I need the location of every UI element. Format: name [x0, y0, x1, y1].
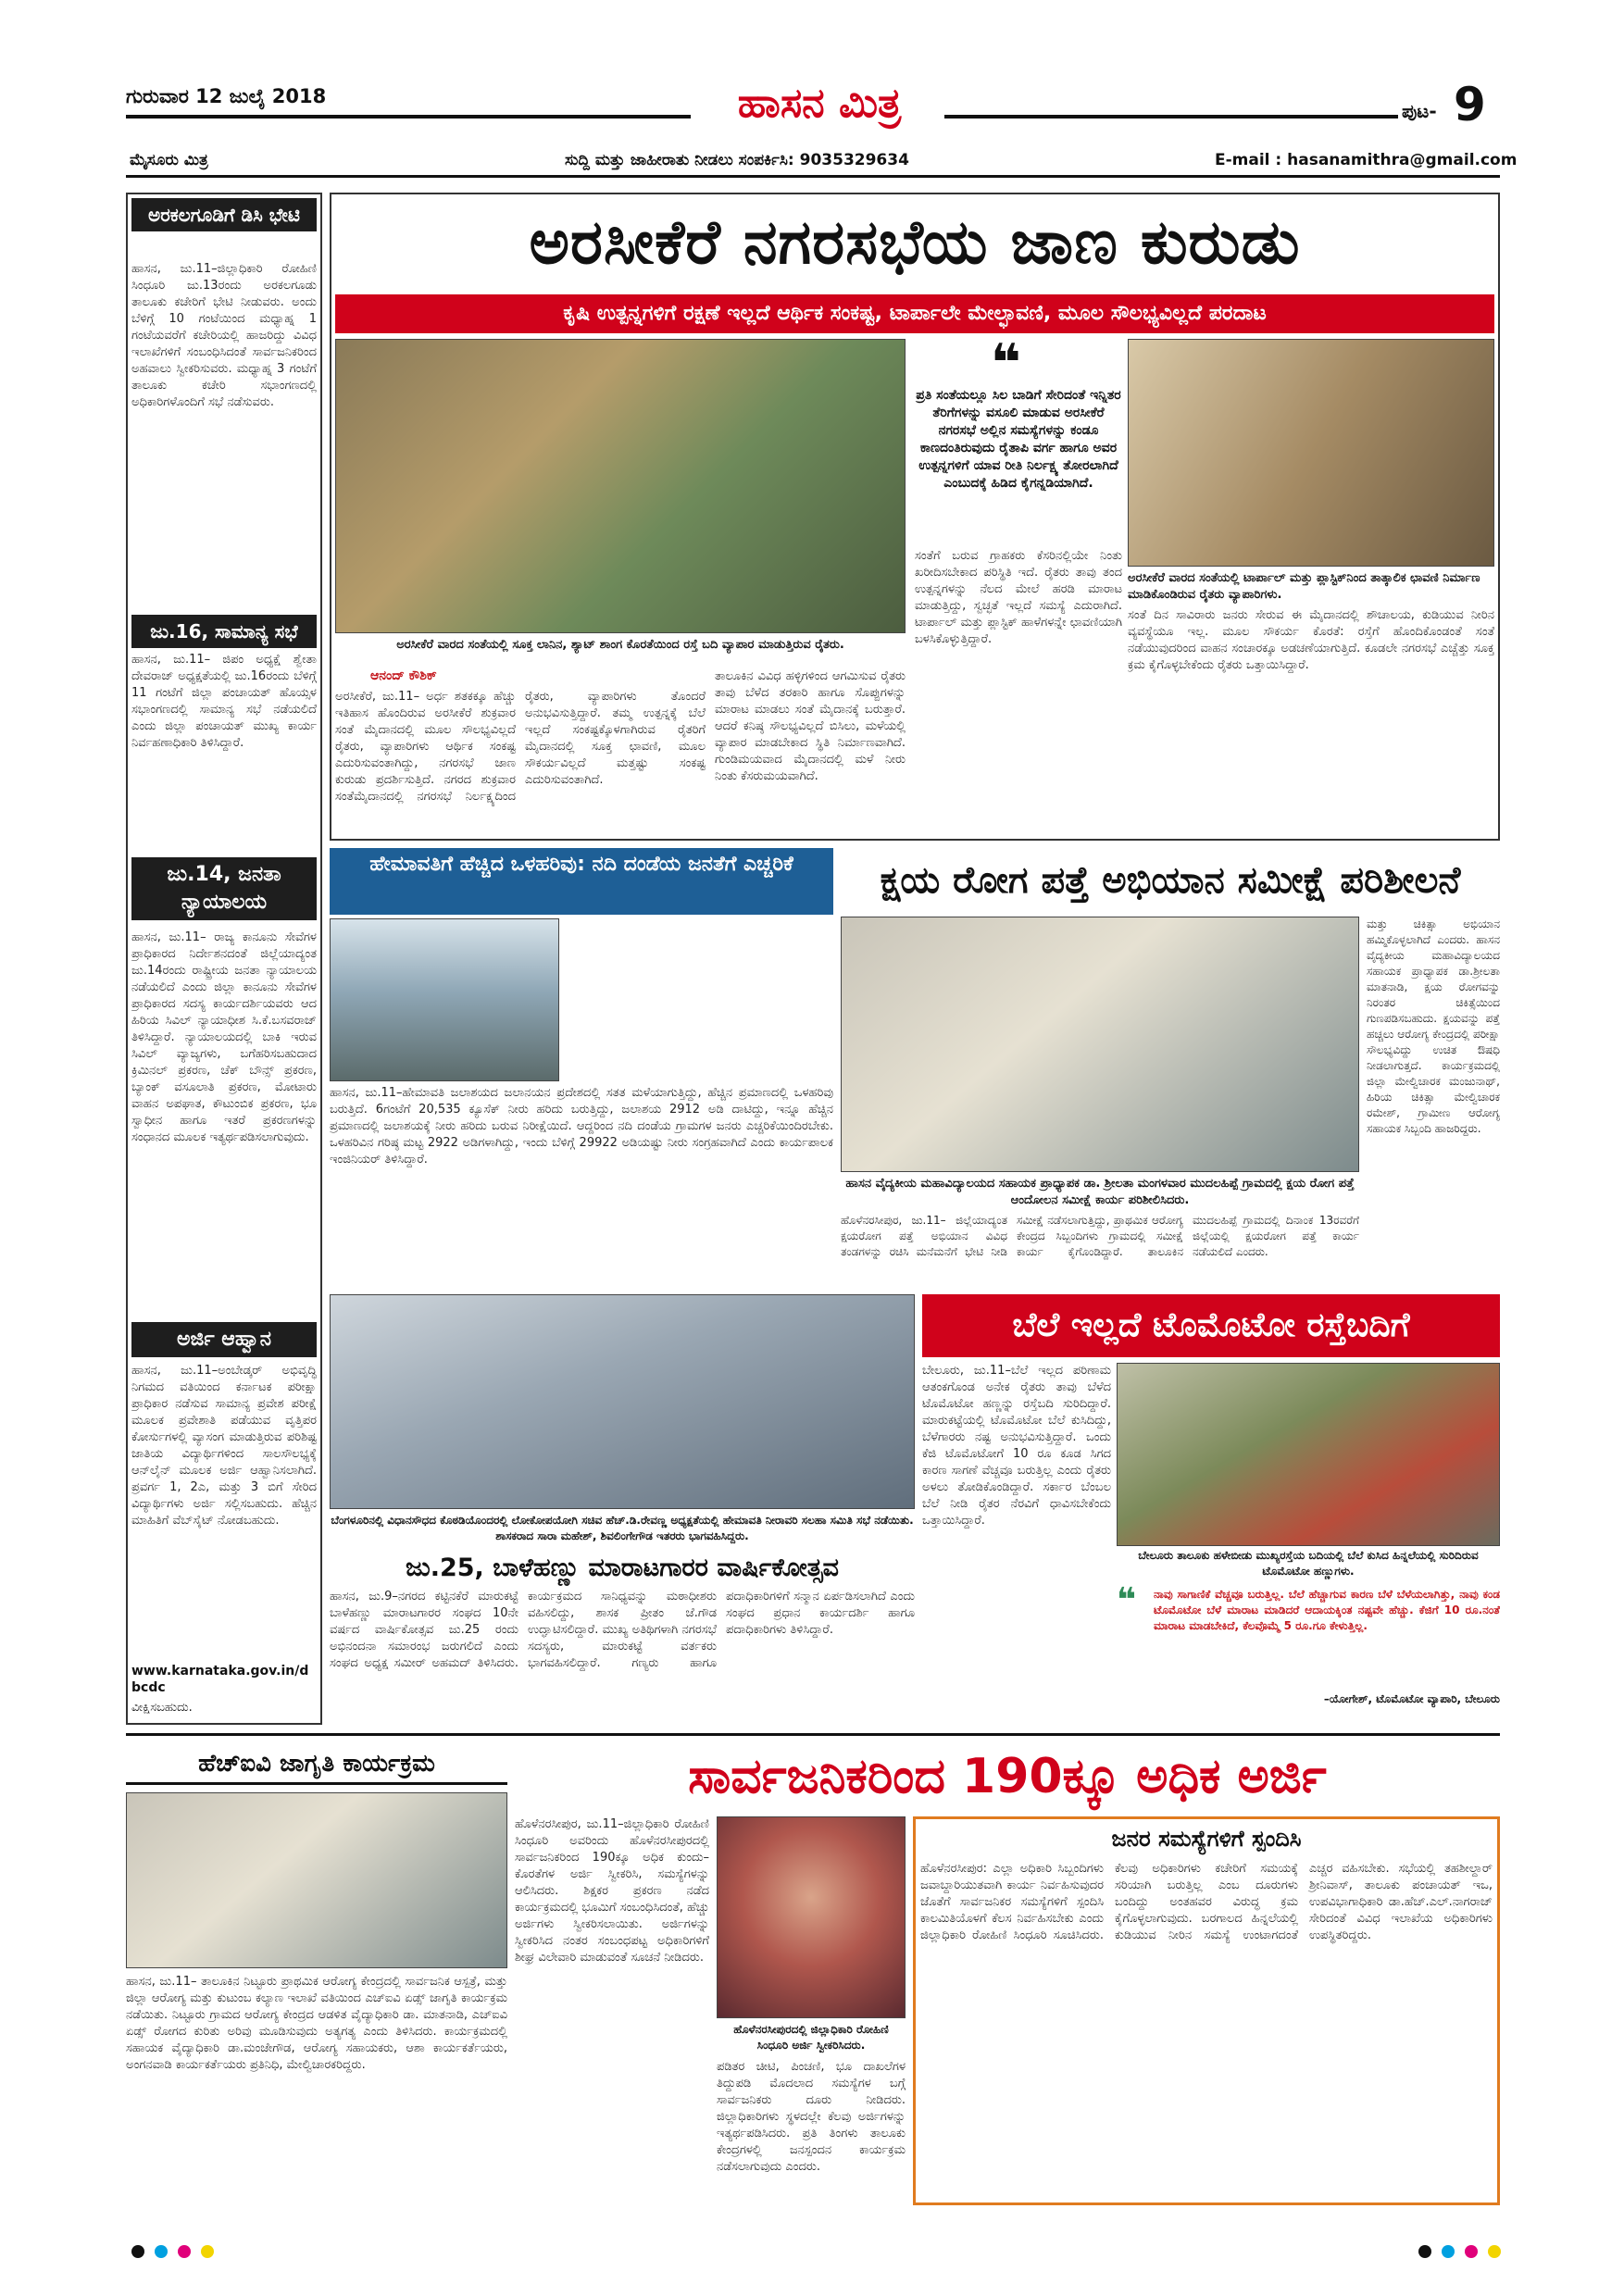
lead-byline: ಆನಂದ್ ಕೌಶಿಕ್ [370, 668, 437, 683]
lead-body2: ತಾಲೂಕಿನ ವಿವಿಧ ಹಳ್ಳಿಗಳಿಂದ ಆಗಮಿಸುವ ರೈತರು ತಾವು ಬೆಳೆದ ತರಕಾರಿ ಹಾಗೂ ಸೊಪ್ಪುಗಳನ್ನು ಮಾರಾಟ ಮಾಡಲು ಸಂತೆ ಮೈದಾನಕ್ಕೆ ಬರುತ್ತಾರೆ. ಆದರೆ ಕನಿಷ್ಠ ಸೌಲಭ್ಯವಿಲ್ಲದೆ ಬಿಸಿಲು, ಮಳೆಯಲ್ಲಿ ವ್ಯಾಪಾರ ಮಾಡಬೇಕಾದ ಸ್ಥಿತಿ ನಿರ್ಮಾಣವಾಗಿದೆ. ಗುಂಡಿಮಯವಾದ ಮೈದಾನದಲ್ಲಿ ಮಳೆ ನೀರು ನಿಂತು ಕೆಸರುಮಯವಾಗಿದೆ. [715, 669, 906, 783]
masthead-rule-right [944, 115, 1398, 119]
masthead-date: ಗುರುವಾರ 12 ಜುಲೈ 2018 [126, 85, 327, 107]
registration-dots-right [1418, 2244, 1502, 2261]
story2-title: ಜು.16, ಸಾಮಾನ್ಯ ಸಭೆ [131, 615, 317, 648]
lead-quote: ಪ್ರತಿ ಸಂತೆಯಲ್ಲೂ ಸಿಲ ಬಾಡಿಗೆ ಸೇರಿದಂತೆ ಇನ್ನಿತರ ತೆರಿಗೆಗಳನ್ನು ವಸೂಲಿ ಮಾಡುವ ಅರಸೀಕೆರೆ ನಗರಸಭೆ ಅಲ್ಲಿನ ಸಮಸ್ಯೆಗಳನ್ನು ಕಂಡೂ ಕಾಣದಂತಿರುವುದು ರೈತಾಪಿ ವರ್ಗ ಹಾಗೂ ಅವರ ಉತ್ಪನ್ನಗಳಿಗೆ ಯಾವ ರೀತಿ ನಿರ್ಲಕ್ಷ್ಯ ತೋರಲಾಗಿದೆ ಎಂಬುದಕ್ಕೆ ಹಿಡಿದ ಕೈಗನ್ನಡಿಯಾಗಿದೆ. [916, 388, 1121, 491]
hiv-photo [126, 1792, 507, 1968]
story1-body: ಹಾಸನ, ಜು.11–ಜಿಲ್ಲಾಧಿಕಾರಿ ರೋಹಿಣಿ ಸಿಂಧೂರಿ ಜು.13ರಂದು ಅರಕಲಗೂಡು ತಾಲೂಕು ಕಚೇರಿಗೆ ಭೇಟಿ ನೀಡುವರು. ಅಂದು ಬೆಳಿಗ್ಗೆ 10 ಗಂಟೆಯಿಂದ ಮಧ್ಯಾಹ್ನ 1 ಗಂಟೆಯವರೆಗೆ ಕಚೇರಿಯಲ್ಲಿ ಹಾಜರಿದ್ದು ವಿವಿಧ ಇಲಾಖೆಗಳಿಗೆ ಸಂಬಂಧಿಸಿದಂತೆ ಸಾರ್ವಜನಿಕರಿಂದ ಅಹವಾಲು ಸ್ವೀಕರಿಸುವರು. ಮಧ್ಯಾಹ್ನ 3 ಗಂಟೆಗೆ ತಾಲೂಕು ಕಚೇರಿ ಸಭಾಂಗಣದಲ್ಲಿ ಅಧಿಕಾರಿಗಳೊಂದಿಗೆ ಸಭೆ ನಡೆಸುವರು. [131, 262, 317, 409]
story4-website[interactable]: www.karnataka.gov.in/dbcdc [131, 1664, 309, 1695]
lead-body3: ಸಂತೆಗೆ ಬರುವ ಗ್ರಾಹಕರು ಕೆಸರಿನಲ್ಲಿಯೇ ನಿಂತು ಖರೀದಿಸಬೇಕಾದ ಪರಿಸ್ಥಿತಿ ಇದೆ. ರೈತರು ತಾವು ತಂದ ಉತ್ಪನ್ನಗಳನ್ನು ನೆಲದ ಮೇಲೆ ಹರಡಿ ಮಾರಾಟ ಮಾಡುತ್ತಿದ್ದು, ಸ್ವಚ್ಛತೆ ಇಲ್ಲದೆ ಸಮಸ್ಯೆ ಎದುರಾಗಿದೆ. ಟಾರ್ಪಾಲ್ ಮತ್ತು ಪ್ಲಾಸ್ಟಿಕ್ ಹಾಳೆಗಳನ್ನೇ ಛಾವಣಿಯಾಗಿ ಬಳಸಿಕೊಳ್ಳುತ್ತಿದ್ದಾರೆ. [915, 549, 1122, 646]
tomato-body: ಬೇಲೂರು, ಜು.11–ಬೆಲೆ ಇಲ್ಲದ ಪರಿಣಾಮ ಆತಂಕಗೊಂಡ ಅನೇಕ ರೈತರು ತಾವು ಬೆಳೆದ ಟೊಮೊಟೋ ಹಣ್ಣನ್ನು ರಸ್ತೆಬದಿ ಸುರಿದಿದ್ದಾರೆ. ಮಾರುಕಟ್ಟೆಯಲ್ಲಿ ಟೊಮೊಟೋ ಬೆಲೆ ಕುಸಿದಿದ್ದು, ಬೆಳೆಗಾರರು ನಷ್ಟ ಅನುಭವಿಸುತ್ತಿದ್ದಾರೆ. ಒಂದು ಕೆಜಿ ಟೊಮೊಟೋಗೆ 10 ರೂ ಕೂಡ ಸಿಗದ ಕಾರಣ ಸಾಗಣೆ ವೆಚ್ಚವೂ ಬರುತ್ತಿಲ್ಲ ಎಂದು ರೈತರು ಅಳಲು ತೋಡಿಕೊಂಡಿದ್ದಾರೆ. ಸರ್ಕಾರ ಬೆಂಬಲ ಬೆಲೆ ನೀಡಿ ರೈತರ ನೆರವಿಗೆ ಧಾವಿಸಬೇಕೆಂದು ಒತ್ತಾಯಿಸಿದ್ದಾರೆ. [922, 1364, 1111, 1528]
tomato-quote-author: –ಯೋಗೇಶ್, ಟೊಮೊಟೋ ವ್ಯಾಪಾರಿ, ಬೇಲೂರು [1323, 1692, 1500, 1705]
page-label: ಪುಟ- [1402, 100, 1437, 122]
meeting-photo-caption: ಬೆಂಗಳೂರಿನಲ್ಲಿ ವಿಧಾನಸೌಧದ ಕೊಠಡಿಯೊಂದರಲ್ಲಿ ಲೋಕೋಪಯೋಗಿ ಸಚಿವ ಹೆಚ್.ಡಿ.ರೇವಣ್ಣ ಅಧ್ಯಕ್ಷತೆಯಲ್ಲಿ ಹೇಮಾವತಿ ನೀರಾವರಿ ಸಲಹಾ ಸಮಿತಿ ಸಭೆ ನಡೆಯಿತು. ಶಾಸಕರಾದ ಸಾರಾ ಮಹೇಶ್, ಶಿವಲಿಂಗೇಗೌಡ ಇತರರು ಭಾಗವಹಿಸಿದ್ದರು. [331, 1514, 914, 1542]
public-body-left: ಹೊಳೆನರಸೀಪುರ, ಜು.11–ಜಿಲ್ಲಾಧಿಕಾರಿ ರೋಹಿಣಿ ಸಿಂಧೂರಿ ಅವರಿಂದು ಹೊಳೆನರಸೀಪುರದಲ್ಲಿ ಸಾರ್ವಜನಿಕರಿಂದ 190ಕ್ಕೂ ಅಧಿಕ ಕುಂದು–ಕೊರತೆಗಳ ಅರ್ಜಿ ಸ್ವೀಕರಿಸಿ, ಸಮಸ್ಯೆಗಳನ್ನು ಆಲಿಸಿದರು. ಶಿಕ್ಷಕರ ಪ್ರಕರಣ ನಡೆದ ಕಾರ್ಯಕ್ರಮದಲ್ಲಿ ಭೂಮಿಗೆ ಸಂಬಂಧಿಸಿದಂತೆ, ಹೆಚ್ಚು ಅರ್ಜಿಗಳು ಸ್ವೀಕರಿಸಲಾಯಿತು. ಅರ್ಜಿಗಳನ್ನು ಸ್ವೀಕರಿಸಿದ ನಂತರ ಸಂಬಂಧಪಟ್ಟ ಅಧಿಕಾರಿಗಳಿಗೆ ಶೀಘ್ರ ವಿಲೇವಾರಿ ಮಾಡುವಂತೆ ಸೂಚನೆ ನೀಡಿದರು. [515, 1817, 709, 1965]
registration-dots-left [131, 2244, 215, 2261]
story4-title: ಅರ್ಜಿ ಆಹ್ವಾನ [131, 1322, 317, 1357]
story3-title: ಜು.14, ಜನತಾ ನ್ಯಾಯಾಲಯ [131, 857, 317, 920]
story1-title: ಅರಕಲಗೂಡಿಗೆ ಡಿಸಿ ಭೇಟಿ [131, 198, 317, 231]
page-number: 9 [1454, 78, 1486, 131]
hemavathi-photo-dam [330, 918, 559, 1081]
hiv-headline: ಹೆಚ್‌ಐವಿ ಜಾಗೃತಿ ಕಾರ್ಯಕ್ರಮ [126, 1742, 507, 1785]
lead-headline: ಅರಸೀಕೆರೆ ನಗರಸಭೆಯ ಜಾಣ ಕುರುಡು [529, 206, 1301, 278]
tb-headline: ಕ್ಷಯ ರೋಗ ಪತ್ತೆ ಅಭಿಯಾನ ಸಮೀಕ್ಷೆ ಪರಿಶೀಲನೆ [880, 859, 1461, 902]
tomato-photo-caption: ಬೇಲೂರು ತಾಲೂಕು ಹಳೇಬೀಡು ಮುಖ್ಯರಸ್ತೆಯ ಬದಿಯಲ್ಲಿ ಬೆಲೆ ಕುಸಿದ ಹಿನ್ನಲೆಯಲ್ಲಿ ಸುರಿದಿರುವ ಟೊಮೊಟೋ ಹಣ್ಣುಗಳು. [1138, 1549, 1479, 1578]
lead-body4: ಸಂತೆ ದಿನ ಸಾವಿರಾರು ಜನರು ಸೇರುವ ಈ ಮೈದಾನದಲ್ಲಿ ಶೌಚಾಲಯ, ಕುಡಿಯುವ ನೀರಿನ ವ್ಯವಸ್ಥೆಯೂ ಇಲ್ಲ. ಮೂಲ ಸೌಕರ್ಯ ಕೊರತೆ: ರಸ್ತೆಗೆ ಹೊಂದಿಕೊಂಡಂತೆ ಸಂತೆ ನಡೆಯುವುದರಿಂದ ವಾಹನ ಸಂಚಾರಕ್ಕೂ ಅಡಚಣೆಯಾಗುತ್ತಿದೆ. ಕೂಡಲೇ ನಗರಸಭೆ ಎಚ್ಚೆತ್ತು ಸೂಕ್ತ ಕ್ರಮ ಕೈಗೊಳ್ಳಬೇಕೆಂದು ರೈತರು ಒತ್ತಾಯಿಸಿದ್ದಾರೆ. [1128, 608, 1494, 672]
tomato-photo-roadside [1117, 1363, 1500, 1546]
tomato-headline: ಬೆಲೆ ಇಲ್ಲದೆ ಟೊಮೊಟೋ ರಸ್ತೆಬದಿಗೆ [922, 1294, 1500, 1357]
lead-quote-mark: ❝ [991, 333, 1021, 393]
public-headline: ಸಾರ್ವಜನಿಕರಿಂದ 190ಕ್ಕೂ ಅಧಿಕ ಅರ್ಜಿ [688, 1749, 1327, 1804]
lead-body1: ಅರಸೀಕೆರೆ, ಜು.11– ಅರ್ಧ ಶತಕಕ್ಕೂ ಹೆಚ್ಚು ಇತಿಹಾಸ ಹೊಂದಿರುವ ಅರಸೀಕೆರೆ ಶುಕ್ರವಾರ ಸಂತೆ ಮೈದಾನದಲ್ಲಿ ಮೂಲ ಸೌಲಭ್ಯವಿಲ್ಲದೆ ರೈತರು, ವ್ಯಾಪಾರಿಗಳು ಆರ್ಥಿಕ ಸಂಕಷ್ಟ ಎದುರಿಸುವಂತಾಗಿದ್ದು, ನಗರಸಭೆ ಜಾಣ ಕುರುಡು ಪ್ರದರ್ಶಿಸುತ್ತಿದೆ. ನಗರದ ಶುಕ್ರವಾರ ಸಂತೆಮೈದಾನದಲ್ಲಿ ನಗರಸಭೆ ನಿರ್ಲಕ್ಷ್ಯದಿಂದ ರೈತರು, ವ್ಯಾಪಾರಿಗಳು ತೊಂದರೆ ಅನುಭವಿಸುತ್ತಿದ್ದಾರೆ. ತಮ್ಮ ಉತ್ಪನ್ನಕ್ಕೆ ಬೆಲೆ ಇಲ್ಲದೆ ಸಂಕಷ್ಟಕ್ಕೊಳಗಾಗಿರುವ ರೈತರಿಗೆ ಮೈದಾನದಲ್ಲಿ ಸೂಕ್ತ ಛಾವಣಿ, ಮೂಲ ಸೌಕರ್ಯವಿಲ್ಲದೆ ಮತ್ತಷ್ಟು ಸಂಕಷ್ಟ ಎದುರಿಸುವಂತಾಗಿದೆ. [335, 690, 706, 804]
tomato-quote-mark: ❝ [1117, 1581, 1137, 1619]
section-tag: ಮೈಸೂರು ಮಿತ್ರ [130, 151, 208, 169]
lead-subhead: ಕೃಷಿ ಉತ್ಪನ್ನಗಳಿಗೆ ರಕ್ಷಣೆ ಇಲ್ಲದೆ ಆರ್ಥಿಕ ಸಂಕಷ್ಟ, ಟಾರ್ಪಾಲೇ ಮೇಲ್ಛಾವಣಿ, ಮೂಲ ಸೌಲಭ್ಯವಿಲ್ಲದೆ ಪರದಾಟ [335, 294, 1494, 333]
lead-photo-tarpaulin [1128, 339, 1494, 567]
lead-photo2-caption: ಅರಸೀಕೆರೆ ವಾರದ ಸಂತೆಯಲ್ಲಿ ಟಾರ್ಪಾಲ್ ಮತ್ತು ಪ್ಲಾಸ್ಟಿಕ್‌ನಿಂದ ತಾತ್ಕಾಲಿಕ ಛಾವಣಿ ನಿರ್ಮಾಣ ಮಾಡಿಕೊಂಡಿರುವ ರೈತರು ವ್ಯಾಪಾರಿಗಳು. [1128, 571, 1480, 602]
public-box-body: ಹೊಳೆನರಸೀಪುರ: ಎಲ್ಲಾ ಅಧಿಕಾರಿ ಸಿಬ್ಬಂದಿಗಳು ಜವಾಬ್ದಾರಿಯುತವಾಗಿ ಕಾರ್ಯ ನಿರ್ವಹಿಸುವುದರ ಜೊತೆಗೆ ಸಾರ್ವಜನಿಕರ ಸಮಸ್ಯೆಗಳಿಗೆ ಸ್ಪಂದಿಸಿ ಕಾಲಮಿತಿಯೊಳಗೆ ಕೆಲಸ ನಿರ್ವಹಿಸಬೇಕು ಎಂದು ಜಿಲ್ಲಾಧಿಕಾರಿ ರೋಹಿಣಿ ಸಿಂಧೂರಿ ಸೂಚಿಸಿದರು. ಕೆಲವು ಅಧಿಕಾರಿಗಳು ಕಚೇರಿಗೆ ಸಮಯಕ್ಕೆ ಸರಿಯಾಗಿ ಬರುತ್ತಿಲ್ಲ ಎಂಬ ದೂರುಗಳು ಬಂದಿದ್ದು ಅಂತಹವರ ವಿರುದ್ಧ ಕ್ರಮ ಕೈಗೊಳ್ಳಲಾಗುವುದು. ಬರಗಾಲದ ಹಿನ್ನಲೆಯಲ್ಲಿ ಕುಡಿಯುವ ನೀರಿನ ಸಮಸ್ಯೆ ಉಂಟಾಗದಂತೆ ಎಚ್ಚರ ವಹಿಸಬೇಕು. ಸಭೆಯಲ್ಲಿ ತಹಶೀಲ್ದಾರ್ ಶ್ರೀನಿವಾಸ್, ತಾಲೂಕು ಪಂಚಾಯತ್ ಇಒ, ಉಪವಿಭಾಗಾಧಿಕಾರಿ ಡಾ.ಹೆಚ್.ಎಲ್.ನಾಗರಾಜ್ ಸೇರಿದಂತೆ ವಿವಿಧ ಇಲಾಖೆಯ ಅಧಿಕಾರಿಗಳು ಉಪಸ್ಥಿತರಿದ್ದರು. [920, 1862, 1493, 1942]
tb-body-side: ಮತ್ತು ಚಿಕಿತ್ಸಾ ಅಭಿಯಾನ ಹಮ್ಮಿಕೊಳ್ಳಲಾಗಿದೆ ಎಂದರು. ಹಾಸನ ವೈದ್ಯಕೀಯ ಮಹಾವಿದ್ಯಾಲಯದ ಸಹಾಯಕ ಪ್ರಾಧ್ಯಾಪಕ ಡಾ.ಶ್ರೀಲತಾ ಮಾತನಾಡಿ, ಕ್ಷಯ ರೋಗವನ್ನು ನಿರಂತರ ಚಿಕಿತ್ಸೆಯಿಂದ ಗುಣಪಡಿಸಬಹುದು. ಕ್ಷಯವನ್ನು ಪತ್ತೆ ಹಚ್ಚಲು ಆರೋಗ್ಯ ಕೇಂದ್ರದಲ್ಲಿ ಪರೀಕ್ಷಾ ಸೌಲಭ್ಯವಿದ್ದು ಉಚಿತ ಔಷಧಿ ನೀಡಲಾಗುತ್ತದೆ. ಕಾರ್ಯಕ್ರಮದಲ್ಲಿ ಜಿಲ್ಲಾ ಮೇಲ್ವಿಚಾರಕ ಮಂಜುನಾಥ್, ಹಿರಿಯ ಚಿಕಿತ್ಸಾ ಮೇಲ್ವಿಚಾರಕ ರಮೇಶ್, ಗ್ರಾಮೀಣ ಆರೋಗ್ಯ ಸಹಾಯಕ ಸಿಬ್ಬಂದಿ ಹಾಜರಿದ್ದರು. [1367, 917, 1500, 1135]
public-box-title: ಜನರ ಸಮಸ್ಯೆಗಳಿಗೆ ಸ್ಪಂದಿಸಿ [1111, 1826, 1302, 1852]
masthead-rule-left [126, 115, 691, 119]
story2-body: ಹಾಸನ, ಜು.11– ಜಿಪಂ ಅಧ್ಯಕ್ಷೆ ಶ್ವೇತಾ ದೇವರಾಜ್ ಅಧ್ಯಕ್ಷತೆಯಲ್ಲಿ ಜು.16ರಂದು ಬೆಳಿಗ್ಗೆ 11 ಗಂಟೆಗೆ ಜಿಲ್ಲಾ ಪಂಚಾಯತ್ ಹೊಯ್ಸಳ ಸಭಾಂಗಣದಲ್ಲಿ ಸಾಮಾನ್ಯ ಸಭೆ ನಡೆಯಲಿದೆ ಎಂದು ಜಿಲ್ಲಾ ಪಂಚಾಯತ್ ಮುಖ್ಯ ಕಾರ್ಯ ನಿರ್ವಹಣಾಧಿಕಾರಿ ತಿಳಿಸಿದ್ದಾರೆ. [131, 653, 317, 750]
banana-body: ಹಾಸನ, ಜು.9–ನಗರದ ಕಟ್ಟಿನಕೆರೆ ಮಾರುಕಟ್ಟೆ ಬಾಳೆಹಣ್ಣು ಮಾರಾಟಗಾರರ ಸಂಘದ 10ನೇ ವರ್ಷದ ವಾರ್ಷಿಕೋತ್ಸವ ಜು.25 ರಂದು ಅಭಿನಂದನಾ ಸಮಾರಂಭ ಜರುಗಲಿದೆ ಎಂದು ಸಂಘದ ಅಧ್ಯಕ್ಷ ಸಮೀರ್ ಅಹಮದ್ ತಿಳಿಸಿದರು. ಕಾರ್ಯಕ್ರಮದ ಸಾನಿಧ್ಯವನ್ನು ಮಠಾಧೀಶರು ವಹಿಸಲಿದ್ದು, ಶಾಸಕ ಪ್ರೀತಂ ಜೆ.ಗೌಡ ಉದ್ಘಾಟಿಸಲಿದ್ದಾರೆ. ಮುಖ್ಯ ಅತಿಥಿಗಳಾಗಿ ನಗರಸಭೆ ಸದಸ್ಯರು, ಮಾರುಕಟ್ಟೆ ವರ್ತಕರು ಭಾಗವಹಿಸಲಿದ್ದಾರೆ. ಗಣ್ಯರು ಹಾಗೂ ಪದಾಧಿಕಾರಿಗಳಿಗೆ ಸನ್ಮಾನ ಏರ್ಪಡಿಸಲಾಗಿದೆ ಎಂದು ಸಂಘದ ಪ್ರಧಾನ ಕಾರ್ಯದರ್ಶಿ ಹಾಗೂ ಪದಾಧಿಕಾರಿಗಳು ತಿಳಿಸಿದ್ದಾರೆ. [330, 1590, 915, 1670]
contact-line: ಸುದ್ದಿ ಮತ್ತು ಜಾಹೀರಾತು ನೀಡಲು ಸಂಪರ್ಕಿಸಿ: 9035329634 [565, 151, 909, 169]
story4-website-suffix: ವೀಕ್ಷಿಸಬಹುದು. [131, 1701, 193, 1715]
bottom-separator [126, 1733, 1500, 1736]
public-photo-caption: ಹೊಳೆನರಸೀಪುರದಲ್ಲಿ ಜಿಲ್ಲಾಧಿಕಾರಿ ರೋಹಿಣಿ ಸಿಂಧೂರಿ ಅರ್ಜಿ ಸ್ವೀಕರಿಸಿದರು. [733, 2023, 889, 2052]
tb-body-bottom: ಹೊಳೆನರಸೀಪುರ, ಜು.11– ಜಿಲ್ಲೆಯಾದ್ಯಂತ ಕ್ಷಯರೋಗ ಪತ್ತೆ ಅಭಿಯಾನ ವಿವಿಧ ತಂಡಗಳನ್ನು ರಚಿಸಿ ಮನೆಮನೆಗೆ ಭೇಟಿ ನೀಡಿ ಸಮೀಕ್ಷೆ ನಡೆಸಲಾಗುತ್ತಿದ್ದು, ಪ್ರಾಥಮಿಕ ಆರೋಗ್ಯ ಕೇಂದ್ರದ ಸಿಬ್ಬಂದಿಗಳು ಗ್ರಾಮದಲ್ಲಿ ಸಮೀಕ್ಷೆ ಕಾರ್ಯ ಕೈಗೊಂಡಿದ್ದಾರೆ. ತಾಲೂಕಿನ ಮುದಲಹಿಪ್ಪೆ ಗ್ರಾಮದಲ್ಲಿ ದಿನಾಂಕ 13ರವರೆಗೆ ಜಿಲ್ಲೆಯಲ್ಲಿ ಕ್ಷಯರೋಗ ಪತ್ತೆ ಕಾರ್ಯ ನಡೆಯಲಿದೆ ಎಂದರು. [841, 1214, 1359, 1258]
story4-body: ಹಾಸನ, ಜು.11–ಅಂಬೇಡ್ಕರ್ ಅಭಿವೃದ್ಧಿ ನಿಗಮದ ವತಿಯಿಂದ ಕರ್ನಾಟಕ ಪರೀಕ್ಷಾ ಪ್ರಾಧಿಕಾರ ನಡೆಸುವ ಸಾಮಾನ್ಯ ಪ್ರವೇಶ ಪರೀಕ್ಷೆ ಮೂಲಕ ಪ್ರವೇಶಾತಿ ಪಡೆಯುವ ವೃತ್ತಿಪರ ಕೋರ್ಸುಗಳಲ್ಲಿ ವ್ಯಾಸಂಗ ಮಾಡುತ್ತಿರುವ ಪರಿಶಿಷ್ಟ ಜಾತಿಯ ವಿದ್ಯಾರ್ಥಿಗಳಿಂದ ಸಾಲಸೌಲಭ್ಯಕ್ಕೆ ಆನ್‌ಲೈನ್ ಮೂಲಕ ಅರ್ಜಿ ಆಹ್ವಾನಿಸಲಾಗಿದೆ. ಪ್ರವರ್ಗ 1, 2ಎ, ಮತ್ತು 3 ಬಿಗೆ ಸೇರಿದ ವಿದ್ಯಾರ್ಥಿಗಳು ಅರ್ಜಿ ಸಲ್ಲಿಸಬಹುದು. ಹೆಚ್ಚಿನ ಮಾಹಿತಿಗೆ ವೆಬ್‌ಸೈಟ್ ನೋಡಬಹುದು. [131, 1364, 317, 1528]
public-photo-dc [717, 1816, 906, 2018]
meeting-photo [330, 1294, 915, 1509]
public-body-mid: ಪಡಿತರ ಚೀಟಿ, ಪಿಂಚಣಿ, ಭೂ ದಾಖಲೆಗಳ ತಿದ್ದುಪಡಿ ಮೊದಲಾದ ಸಮಸ್ಯೆಗಳ ಬಗ್ಗೆ ಸಾರ್ವಜನಿಕರು ದೂರು ನೀಡಿದರು. ಜಿಲ್ಲಾಧಿಕಾರಿಗಳು ಸ್ಥಳದಲ್ಲೇ ಕೆಲವು ಅರ್ಜಿಗಳನ್ನು ಇತ್ಯರ್ಥಪಡಿಸಿದರು. ಪ್ರತಿ ತಿಂಗಳು ತಾಲೂಕು ಕೇಂದ್ರಗಳಲ್ಲಿ ಜನಸ್ಪಂದನ ಕಾರ್ಯಕ್ರಮ ನಡೆಸಲಾಗುವುದು ಎಂದರು. [717, 2060, 906, 2174]
email-link[interactable]: E-mail : hasanamithra@gmail.com [1215, 151, 1518, 169]
hiv-body: ಹಾಸನ, ಜು.11– ತಾಲೂಕಿನ ನಿಟ್ಟೂರು ಪ್ರಾಥಮಿಕ ಆರೋಗ್ಯ ಕೇಂದ್ರದಲ್ಲಿ ಸಾರ್ವಜನಿಕ ಆಸ್ಪತ್ರೆ, ಮತ್ತು ಜಿಲ್ಲಾ ಆರೋಗ್ಯ ಮತ್ತು ಕುಟುಂಬ ಕಲ್ಯಾಣ ಇಲಾಖೆ ವತಿಯಿಂದ ಎಚ್‌ಐವಿ ಏಡ್ಸ್ ಜಾಗೃತಿ ಕಾರ್ಯಕ್ರಮ ನಡೆಯಿತು. ನಿಟ್ಟೂರು ಗ್ರಾಮದ ಆರೋಗ್ಯ ಕೇಂದ್ರದ ಆಡಳಿತ ವೈದ್ಯಾಧಿಕಾರಿ ಡಾ. ಮಾತನಾಡಿ, ಎಚ್‌ಐವಿ ಏಡ್ಸ್ ರೋಗದ ಕುರಿತು ಅರಿವು ಮೂಡಿಸುವುದು ಅತ್ಯಗತ್ಯ ಎಂದು ತಿಳಿಸಿದರು. ಕಾರ್ಯಕ್ರಮದಲ್ಲಿ ಸಹಾಯಕ ವೈದ್ಯಾಧಿಕಾರಿ ಡಾ.ಮಂಜೇಗೌಡ, ಆರೋಗ್ಯ ಸಹಾಯಕರು, ಆಶಾ ಕಾರ್ಯಕರ್ತೆಯರು, ಅಂಗನವಾಡಿ ಕಾರ್ಯಕರ್ತೆಯರು ಪ್ರತಿನಿಧಿ, ಮೇಲ್ವಿಚಾರಕರಿದ್ದರು. [126, 1975, 507, 2072]
hemavathi-headline: ಹೇಮಾವತಿಗೆ ಹೆಚ್ಚಿದ ಒಳಹರಿವು: ನದಿ ದಂಡೆಯ ಜನತೆಗೆ ಎಚ್ಚರಿಕೆ [330, 848, 833, 915]
tb-photo-caption: ಹಾಸನ ವೈದ್ಯಕೀಯ ಮಹಾವಿದ್ಯಾಲಯದ ಸಹಾಯಕ ಪ್ರಾಧ್ಯಾಪಕ ಡಾ. ಶ್ರೀಲತಾ ಮಂಗಳವಾರ ಮುದಲಹಿಪ್ಪೆ ಗ್ರಾಮದಲ್ಲಿ ಕ್ಷಯ ರೋಗ ಪತ್ತೆ ಆಂದೋಲನ ಸಮೀಕ್ಷೆ ಕಾರ್ಯ ಪರಿಶೀಲಿಸಿದರು. [845, 1177, 1355, 1207]
tomato-quote: ನಾವು ಸಾಗಾಣಿಕೆ ವೆಚ್ಚವೂ ಬರುತ್ತಿಲ್ಲ. ಬೆಲೆ ಹೆಚ್ಚಾಗುವ ಕಾರಣ ಬೆಳೆ ಬೆಳೆಯಲಾಗಿತ್ತು, ನಾವು ಕಂಡ ಟೊಮೊಟೋ ಬೆಳೆ ಮಾರಾಟ ಮಾಡಿದರೆ ಆದಾಯಕ್ಕಿಂತ ನಷ್ಟವೇ ಹೆಚ್ಚು. ಕೆಜಿಗೆ 10 ರೂ.ನಂತೆ ಮಾರಾಟ ಮಾಡಬೇಕಿದೆ, ಕೆಲವೊಮ್ಮೆ 5 ರೂ.ಗೂ ಕೇಳುತ್ತಿಲ್ಲ. [1154, 1588, 1500, 1632]
lead-photo1-caption: ಅರಸೀಕೆರೆ ವಾರದ ಸಂತೆಯಲ್ಲಿ ಸೂಕ್ತ ಲಾನಿನ, ಶ್ಯಾಟ್ ಶಾಂಗ ಕೊರತೆಯಿಂದ ರಸ್ತೆ ಬದಿ ವ್ಯಾಪಾರ ಮಾಡುತ್ತಿರುವ ರೈತರು. [396, 638, 844, 652]
lead-photo-market [335, 339, 906, 633]
banana-headline: ಜು.25, ಬಾಳೆಹಣ್ಣು ಮಾರಾಟಗಾರರ ವಾರ್ಷಿಕೋತ್ಸವ [405, 1554, 839, 1582]
hemavathi-body: ಹಾಸನ, ಜು.11–ಹೇಮಾವತಿ ಜಲಾಶಯದ ಜಲಾನಯನ ಪ್ರದೇಶದಲ್ಲಿ ಸತತ ಮಳೆಯಾಗುತ್ತಿದ್ದು, ಹೆಚ್ಚಿನ ಪ್ರಮಾಣದಲ್ಲಿ ಒಳಹರಿವು ಬರುತ್ತಿದೆ. 6ಗಂಟೆಗೆ 20,535 ಕ್ಯೂಸೆಕ್ ನೀರು ಹರಿದು ಬರುತ್ತಿದ್ದು, ಜಲಾಶಯ 2912 ಅಡಿ ದಾಟಿದ್ದು, ಇನ್ನೂ ಹೆಚ್ಚಿನ ಪ್ರಮಾಣದಲ್ಲಿ ಜಲಾಶಯಕ್ಕೆ ನೀರು ಹರಿದು ಬರುವ ನಿರೀಕ್ಷೆಯಿದೆ. ಆದ್ದರಿಂದ ನದಿ ದಂಡೆಯ ಗ್ರಾಮಗಳ ಜನರು ಎಚ್ಚರಿಕೆಯಿಂದಿರಬೇಕು. ಒಳಹರಿವಿನ ಗರಿಷ್ಠ ಮಟ್ಟ 2922 ಅಡಿಗಳಾಗಿದ್ದು, ಇಂದು ಬೆಳಿಗ್ಗೆ 29922 ಅಡಿಯಷ್ಟು ನೀರು ಸಂಗ್ರಹವಾಗಿದೆ ಎಂದು ಕಾರ್ಯಪಾಲಕ ಇಂಜಿನಿಯರ್ ತಿಳಿಸಿದ್ದಾರೆ. [330, 1086, 833, 1167]
paper-name: ಹಾಸನ ಮಿತ್ರ [737, 80, 902, 127]
story3-body: ಹಾಸನ, ಜು.11– ರಾಜ್ಯ ಕಾನೂನು ಸೇವೆಗಳ ಪ್ರಾಧಿಕಾರದ ನಿರ್ದೇಶನದಂತೆ ಜಿಲ್ಲೆಯಾದ್ಯಂತ ಜು.14ರಂದು ರಾಷ್ಟ್ರೀಯ ಜನತಾ ನ್ಯಾಯಾಲಯ ನಡೆಯಲಿದೆ ಎಂದು ಜಿಲ್ಲಾ ಕಾನೂನು ಸೇವೆಗಳ ಪ್ರಾಧಿಕಾರದ ಸದಸ್ಯ ಕಾರ್ಯದರ್ಶಿಯವರು ಆದ ಹಿರಿಯ ಸಿವಿಲ್ ನ್ಯಾಯಾಧೀಶ ಸಿ.ಕೆ.ಬಸವರಾಜ್ ತಿಳಿಸಿದ್ದಾರೆ. ನ್ಯಾಯಾಲಯದಲ್ಲಿ ಬಾಕಿ ಇರುವ ಸಿವಿಲ್ ವ್ಯಾಜ್ಯಗಳು, ಬಗೆಹರಿಸಬಹುದಾದ ಕ್ರಿಮಿನಲ್ ಪ್ರಕರಣ, ಚೆಕ್ ಬೌನ್ಸ್ ಪ್ರಕರಣ, ಬ್ಯಾಂಕ್ ವಸೂಲಾತಿ ಪ್ರಕರಣ, ಮೋಟಾರು ವಾಹನ ಅಪಘಾತ, ಕೌಟುಂಬಿಕ ಪ್ರಕರಣ, ಭೂ ಸ್ವಾಧೀನ ಹಾಗೂ ಇತರೆ ಪ್ರಕರಣಗಳನ್ನು ಸಂಧಾನದ ಮೂಲಕ ಇತ್ಯರ್ಥಪಡಿಸಲಾಗುವುದು. [131, 930, 317, 1144]
tb-photo-survey [841, 917, 1359, 1172]
